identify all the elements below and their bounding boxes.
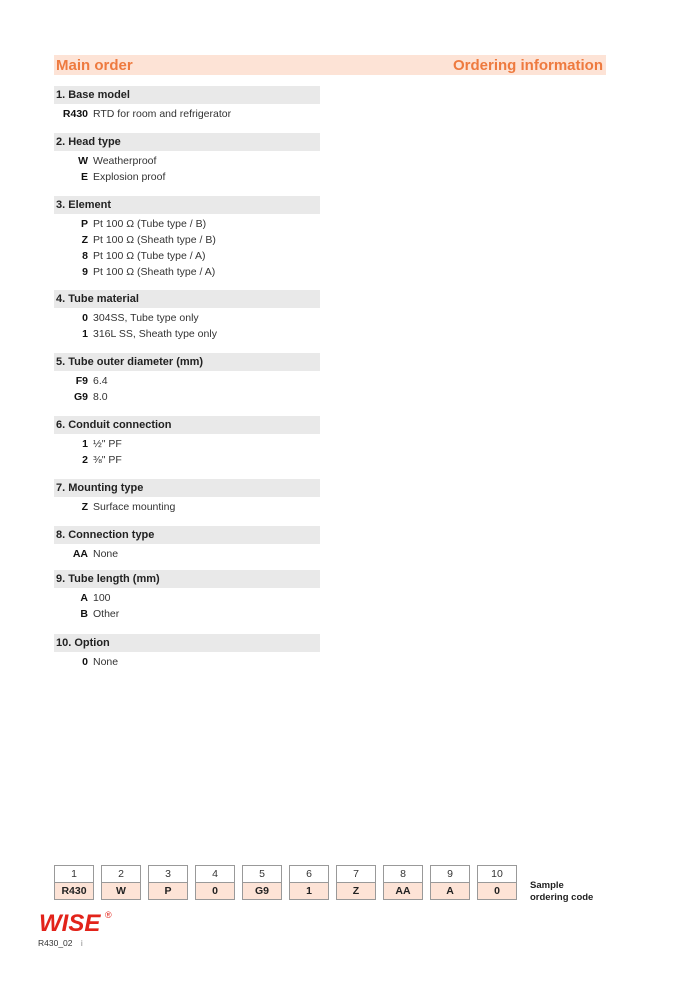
option-description: None <box>93 548 119 560</box>
option-row <box>54 264 320 280</box>
option-code: R430 <box>62 108 88 120</box>
sample-box-value: G9 <box>242 883 282 900</box>
option-code: 0 <box>82 312 88 324</box>
sample-box-5 <box>242 865 282 900</box>
section-heading: 9. Tube length (mm) <box>54 570 320 588</box>
option-code: F9 <box>75 375 88 387</box>
option-code: P <box>80 218 88 230</box>
registered-mark: ® <box>105 910 112 920</box>
sample-box-value: R430 <box>54 883 94 900</box>
sample-box-7 <box>336 865 376 900</box>
option-code: G9 <box>73 391 88 403</box>
sample-label-line2: ordering code <box>530 892 594 903</box>
document-code: R430_02 <box>38 938 73 948</box>
section-10 <box>54 634 320 670</box>
option-description: RTD for room and refrigerator <box>93 108 232 120</box>
option-row <box>54 389 320 405</box>
option-row <box>54 654 320 670</box>
wise-logo <box>38 908 118 936</box>
option-description: Surface mounting <box>93 501 176 513</box>
sample-box-value: 1 <box>289 883 329 900</box>
section-3 <box>54 196 320 280</box>
option-code: 1 <box>82 438 88 450</box>
sample-box-value: AA <box>383 883 423 900</box>
option-row <box>54 153 320 169</box>
sample-box-8 <box>383 865 423 900</box>
option-row <box>54 216 320 232</box>
sample-box-value: A <box>430 883 470 900</box>
option-description: 316L SS, Sheath type only <box>93 328 217 340</box>
sample-box-6 <box>289 865 329 900</box>
section-7 <box>54 479 320 515</box>
option-row <box>54 436 320 452</box>
option-code: W <box>78 155 88 167</box>
option-code: 0 <box>82 656 88 668</box>
option-row <box>54 546 320 562</box>
option-row <box>54 590 320 606</box>
option-code: Z <box>81 501 88 513</box>
section-heading: 6. Conduit connection <box>54 416 320 434</box>
sample-box-number: 7 <box>336 865 376 883</box>
option-row <box>54 499 320 515</box>
option-description: Pt 100 Ω (Sheath type / A) <box>93 266 216 278</box>
option-description: Pt 100 Ω (Tube type / A) <box>93 250 206 262</box>
option-code: E <box>80 171 88 183</box>
sample-box-number: 8 <box>383 865 423 883</box>
section-8 <box>54 526 320 562</box>
sample-box-number: 9 <box>430 865 470 883</box>
option-description: 304SS, Tube type only <box>93 312 199 324</box>
option-row <box>54 373 320 389</box>
section-heading: 5. Tube outer diameter (mm) <box>54 353 320 371</box>
option-row <box>54 326 320 342</box>
sample-box-value: 0 <box>477 883 517 900</box>
sample-code-boxes <box>54 865 524 900</box>
option-description: Pt 100 Ω (Tube type / B) <box>93 218 207 230</box>
section-1 <box>54 86 320 122</box>
section-heading: 1. Base model <box>54 86 320 104</box>
sample-box-10 <box>477 865 517 900</box>
wise-logo-text: WISE <box>39 910 101 936</box>
option-description: ⅜" PF <box>93 454 122 466</box>
option-description: ½" PF <box>93 438 122 450</box>
option-code: AA <box>72 548 88 560</box>
footer-code <box>38 938 83 948</box>
section-heading: 10. Option <box>54 634 320 652</box>
option-code: B <box>80 608 88 620</box>
option-row <box>54 169 320 185</box>
option-code: 8 <box>82 250 88 262</box>
sample-box-9 <box>430 865 470 900</box>
main-order-title: Main order <box>56 56 133 74</box>
sample-box-number: 6 <box>289 865 329 883</box>
sample-box-value: P <box>148 883 188 900</box>
header-bar <box>54 55 606 75</box>
ordering-information-title: Ordering information <box>453 56 603 74</box>
sample-box-value: Z <box>336 883 376 900</box>
sample-box-4 <box>195 865 235 900</box>
section-9 <box>54 570 320 622</box>
option-description: Weatherproof <box>93 155 157 167</box>
option-code: A <box>80 592 88 604</box>
option-row <box>54 232 320 248</box>
sample-box-number: 1 <box>54 865 94 883</box>
sample-box-number: 3 <box>148 865 188 883</box>
sample-box-value: 0 <box>195 883 235 900</box>
option-row <box>54 452 320 468</box>
option-row <box>54 606 320 622</box>
sample-box-1 <box>54 865 94 900</box>
sample-box-2 <box>101 865 141 900</box>
sample-box-3 <box>148 865 188 900</box>
sample-box-number: 5 <box>242 865 282 883</box>
section-6 <box>54 416 320 468</box>
sample-ordering-code-label <box>530 880 593 904</box>
option-row <box>54 106 320 122</box>
sample-box-number: 4 <box>195 865 235 883</box>
option-code: 1 <box>82 328 88 340</box>
sample-box-number: 10 <box>477 865 517 883</box>
section-heading: 4. Tube material <box>54 290 320 308</box>
option-description: 6.4 <box>93 375 108 387</box>
footer-mark: i <box>80 938 83 948</box>
section-heading: 8. Connection type <box>54 526 320 544</box>
option-row <box>54 248 320 264</box>
sample-label-line1: Sample <box>530 880 564 891</box>
option-code: Z <box>81 234 88 246</box>
option-code: 9 <box>82 266 88 278</box>
option-description: None <box>93 656 119 668</box>
section-5 <box>54 353 320 405</box>
option-description: Pt 100 Ω (Sheath type / B) <box>93 234 216 246</box>
option-description: 8.0 <box>93 391 108 403</box>
section-heading: 2. Head type <box>54 133 320 151</box>
section-heading: 3. Element <box>54 196 320 214</box>
option-row <box>54 310 320 326</box>
option-description: Other <box>93 608 120 620</box>
sample-box-number: 2 <box>101 865 141 883</box>
section-4 <box>54 290 320 342</box>
option-code: 2 <box>82 454 88 466</box>
option-description: Explosion proof <box>93 171 166 183</box>
section-heading: 7. Mounting type <box>54 479 320 497</box>
sample-box-value: W <box>101 883 141 900</box>
option-description: 100 <box>93 592 111 604</box>
section-2 <box>54 133 320 185</box>
